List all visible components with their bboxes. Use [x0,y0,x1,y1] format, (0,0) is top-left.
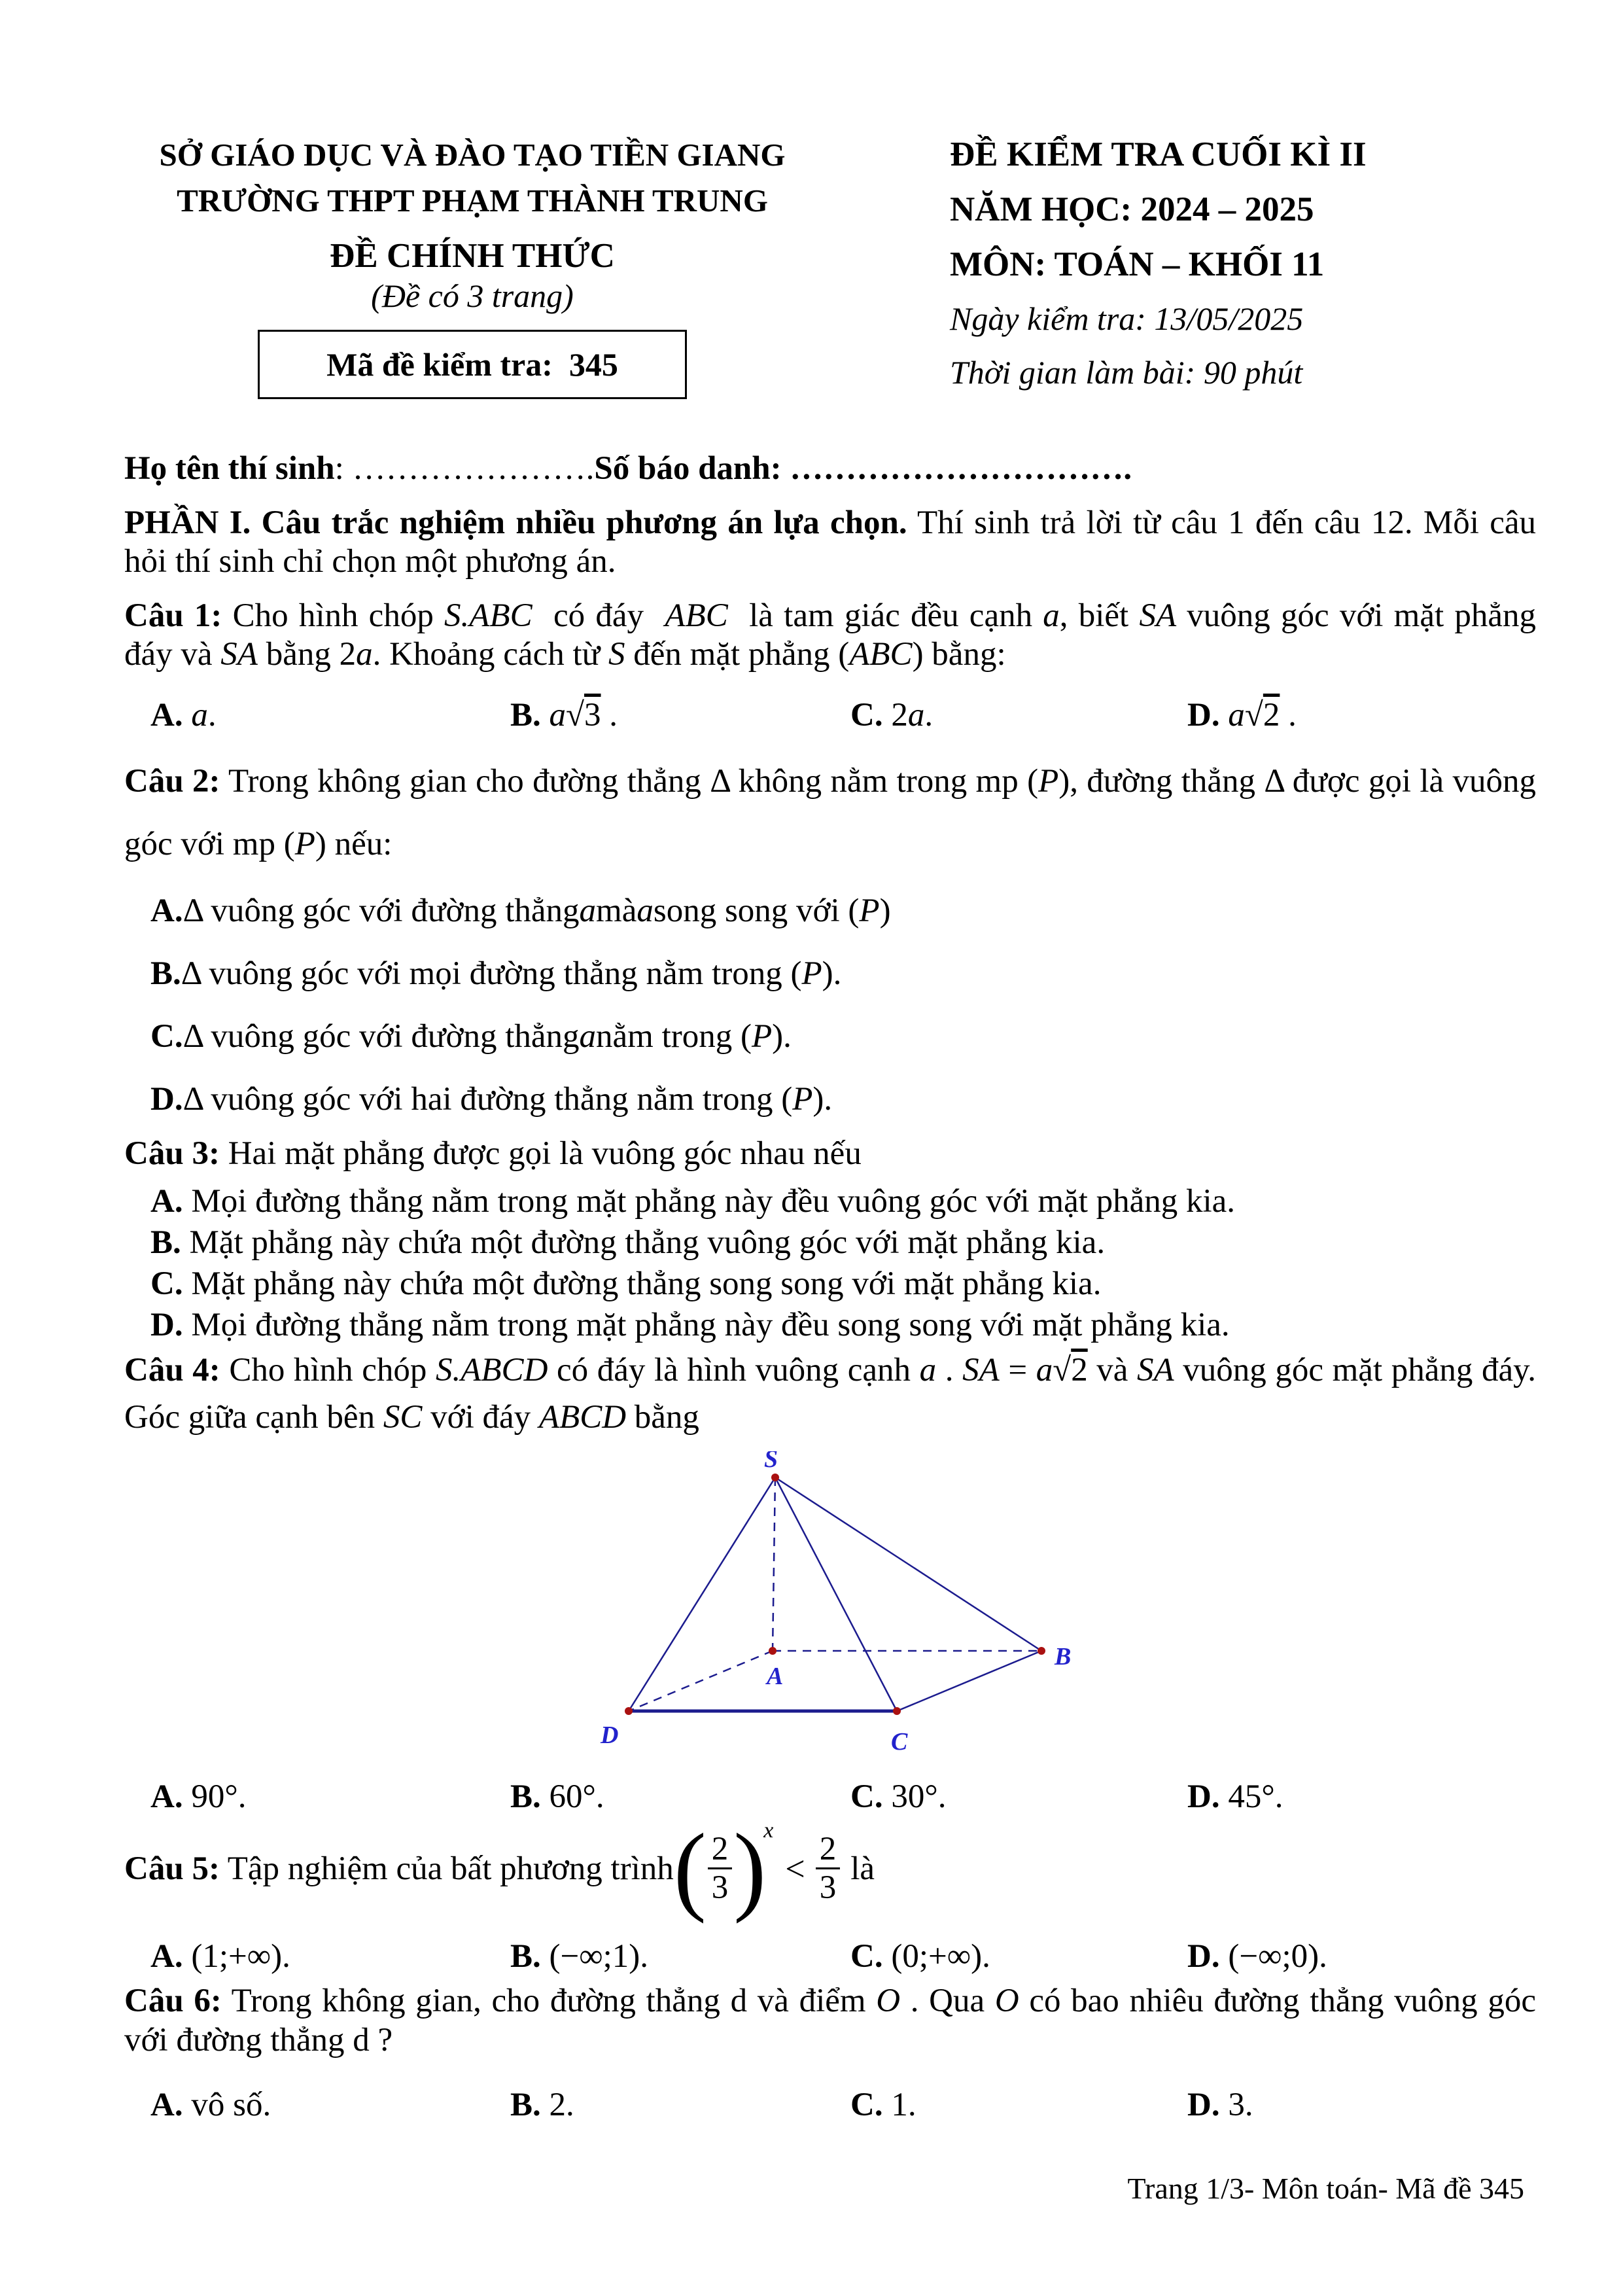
question-5-stem: Câu 5: Tập nghiệm của bất phương trình ( $\frac{2}{3}$ ) x < $\frac{2}{3}$ là [124,1812,875,1924]
vertex-label-B: B [1055,1643,1072,1670]
school-year: NĂM HỌC: 2024 – 2025 [950,190,1314,228]
vertex-label-S: S [764,1451,778,1473]
question-3-option-a: A. Mọi đường thẳng nằm trong mặt phẳng này đều vuông góc với mặt phẳng kia. [150,1183,1236,1220]
question-6-option-a: A. vô số. [150,2087,271,2123]
exam-code-label: Mã đề kiểm tra: 345 [326,346,618,383]
fraction-rhs-numerator: 2 [819,1830,837,1867]
vertex-dot-S [771,1474,779,1481]
question-4-option-d: D. 45°. [1187,1778,1283,1815]
question-3-option-c: C. Mặt phẳng này chứa một đường thẳng song song với mặt phẳng kia. [150,1265,1102,1302]
question-6-option-d: D. 3. [1187,2087,1253,2123]
edge-CB [897,1651,1041,1711]
school-name: TRƯỜNG THPT PHẠM THÀNH TRUNG [177,183,768,219]
fraction-lhs-denominator: 3 [708,1867,733,1906]
fraction-rhs [816,1831,841,1906]
header-left [124,132,820,399]
question-5-option-b: B. (−∞;1). [510,1938,649,1975]
question-6-option-c: C. 1. [850,2087,916,2123]
vertex-label-C: C [891,1728,908,1754]
edge-AD-dashed [629,1651,773,1711]
question-1-option-b: B. a√3 . [510,697,618,733]
question-5 [124,1811,1536,1982]
question-1-option-a: A. a. [150,697,217,733]
question-2-option-d: D. Δ vuông góc với hai đường thẳng nằm trong ( P ). [150,1080,833,1118]
exam-duration: Thời gian làm bài: 90 phút [950,354,1303,391]
less-than-sign: < [785,1848,805,1888]
pyramid-figure-svg [589,1451,1106,1754]
subject-line: MÔN: TOÁN – KHỐI 11 [950,245,1325,283]
question-1-option-d: D. a√2 . [1187,697,1297,733]
question-3-option-b: B. Mặt phẳng này chứa một đường thẳng vuông góc với mặt phẳng kia. [150,1224,1106,1261]
vertex-dot-A [769,1647,777,1655]
question-2-option-a: A. Δ vuông góc với đường thẳng a mà a song song với ( P ) [150,892,891,929]
footer-page-info: Trang 1/3- Môn toán- Mã đề 345 [1127,2172,1524,2205]
exam-date: Ngày kiểm tra: 13/05/2025 [950,300,1304,337]
question-4-option-b: B. 60°. [510,1778,604,1815]
question-5-option-d: D. (−∞;0). [1187,1938,1327,1975]
question-1 [124,597,1536,741]
edge-SB [775,1477,1041,1651]
question-5-tail: là [850,1850,875,1887]
dept-name: SỞ GIÁO DỤC VÀ ĐÀO TẠO TIỀN GIANG [159,137,786,173]
vertex-dot-C [893,1707,901,1715]
question-1-options [124,690,1536,741]
question-1-option-c: C. 2a. [850,697,934,733]
part1-heading: PHẦN I. Câu trắc nghiệm nhiều phương án lựa chọn. Thí sinh trả lời từ câu 1 đến câu 12. Mỗi câu hỏi thí sinh chỉ chọn một phương án. [124,504,1536,580]
official-label: ĐỀ CHÍNH THỨC [330,237,615,275]
fraction-lhs-numerator: 2 [711,1830,729,1867]
question-5-option-a: A. (1;+∞). [150,1938,290,1975]
question-5-options [124,1931,1536,1982]
question-2 [124,750,1536,1131]
question-4-option-a: A. 90°. [150,1778,247,1815]
question-6-stem: Câu 6: Trong không gian, cho đường thẳng d và điểm O . Qua O có bao nhiêu đường thẳng vuông góc với đường thẳng d ? [124,1983,1536,2058]
fraction-rhs-denominator: 3 [816,1867,841,1906]
question-3 [124,1135,1536,1346]
question-2-option-c: C. Δ vuông góc với đường thẳng a nằm trong ( P ). [150,1017,792,1055]
exam-code-box [258,330,687,399]
question-4-stem: Câu 4: Cho hình chóp S.ABCD có đáy là hình vuông cạnh a . SA = a√2 và SA vuông góc mặt phẳng đáy. Góc giữa cạnh bên SC với đáy ABCD bằng [124,1352,1537,1436]
exponent-x: x [763,1818,774,1843]
question-2-options [124,879,1536,1131]
question-3-options [124,1181,1536,1346]
question-2-option-b: B. Δ vuông góc với mọi đường thẳng nằm trong ( P ). [150,955,842,992]
student-info-line: Họ tên thí sinh: ………………….Số báo danh: …………………………. [124,450,1132,487]
question-1-stem: Câu 1: Cho hình chóp S.ABC có đáy ABC là tam giác đều cạnh a, biết SA vuông góc với mặt phẳng đáy và SA bằng 2a. Khoảng cách từ S đến mặt phẳng (ABC) bằng: [124,597,1536,673]
question-6-options [124,2079,1536,2130]
question-2-stem: Câu 2: Trong không gian cho đường thẳng Δ không nằm trong mp (P), đường thẳng Δ được gọi là vuông góc với mp (P) nếu: [124,763,1536,862]
question-5-option-c: C. (0;+∞). [850,1938,990,1975]
question-6-option-b: B. 2. [510,2087,574,2123]
question-3-stem: Câu 3: Hai mặt phẳng được gọi là vuông góc nhau nếu [124,1135,862,1172]
fraction-lhs [708,1831,733,1906]
vertex-label-A: A [767,1663,784,1690]
edge-SC [775,1477,897,1711]
pages-note: (Đề có 3 trang) [371,277,574,314]
header-right [950,127,1571,399]
vertex-dot-B [1038,1647,1045,1655]
question-4 [124,1347,1536,1822]
edge-SA-dashed [773,1477,775,1651]
edge-SD [629,1477,775,1711]
question-3-option-d: D. Mọi đường thẳng nằm trong mặt phẳng này đều song song với mặt phẳng kia. [150,1307,1230,1343]
question-4-option-c: C. 30°. [850,1778,947,1815]
question-5-stem-text: Câu 5: Tập nghiệm của bất phương trình [124,1850,674,1887]
question-6 [124,1981,1536,2130]
vertex-label-D: D [601,1722,619,1749]
exam-title: ĐỀ KIỂM TRA CUỐI KÌ II [950,135,1367,173]
vertex-dot-D [625,1707,633,1715]
